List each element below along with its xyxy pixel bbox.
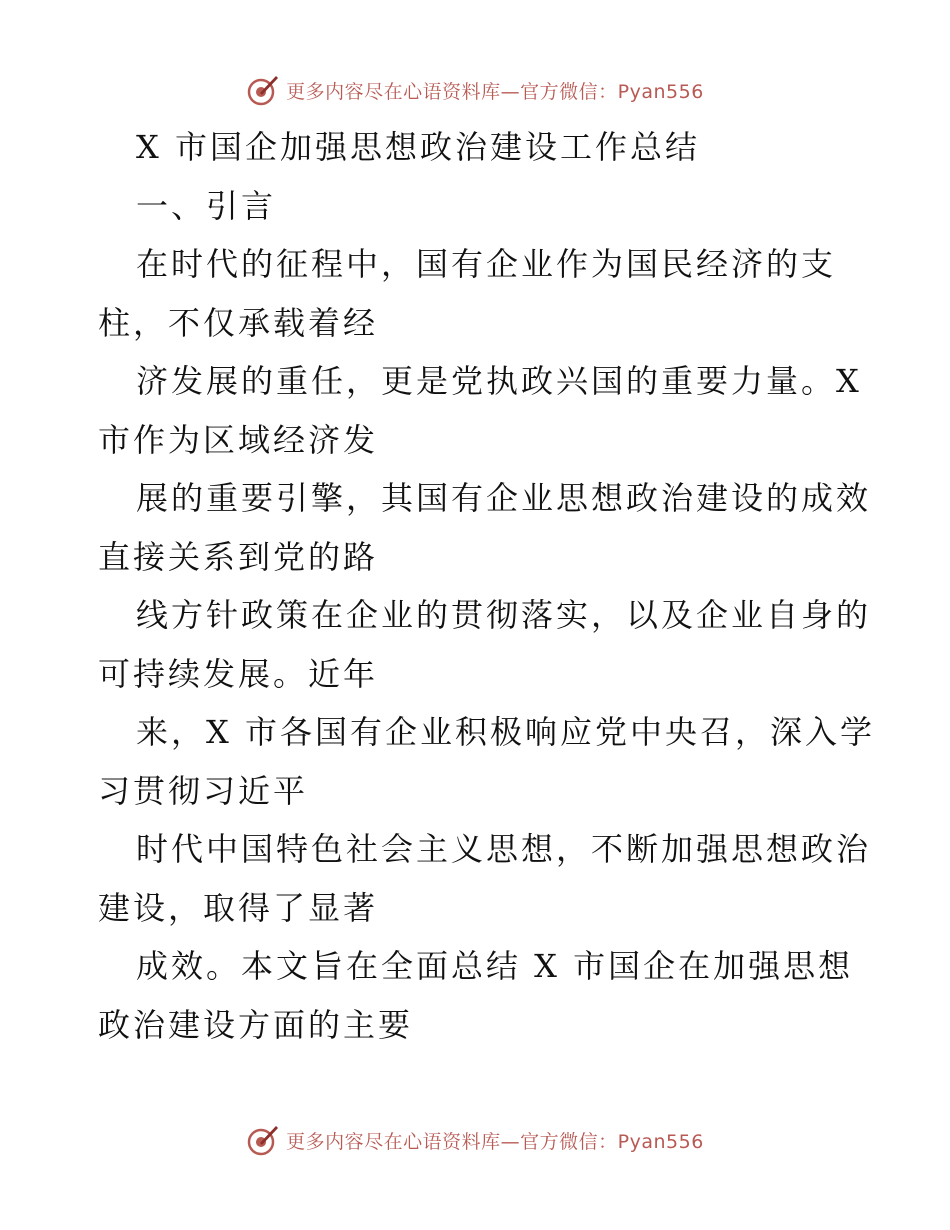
paragraph-line: 成效。本文旨在全面总结 X 市国企在加强思想 — [136, 947, 854, 985]
paragraph-line: 时代中国特色社会主义思想，不断加强思想政治 — [136, 830, 872, 868]
paragraph-line: 直接关系到党的路 — [98, 537, 379, 576]
paragraph-line: 线方针政策在企业的贯彻落实，以及企业自身的 — [136, 596, 872, 634]
watermark-text: 更多内容尽在心语资料库—官方微信：Pyan556 — [286, 80, 704, 103]
paragraph-line: 济发展的重任，更是党执政兴国的重要力量。X — [136, 362, 862, 400]
paragraph-line: 建设，取得了显著 — [98, 888, 379, 927]
paragraph-line: 市作为区域经济发 — [98, 420, 379, 459]
document-title: X 市国企加强思想政治建设工作总结 — [136, 128, 700, 166]
paragraph-line: 展的重要引擎，其国有企业思想政治建设的成效 — [136, 479, 872, 517]
paragraph-line: 习贯彻习近平 — [98, 771, 309, 810]
watermark-text: 更多内容尽在心语资料库—官方微信：Pyan556 — [286, 1130, 704, 1153]
quill-logo-icon — [246, 1123, 280, 1157]
document-body — [98, 118, 875, 1054]
paragraph-line: 柱，不仅承载着经 — [98, 303, 379, 342]
paragraph-line: 政治建设方面的主要 — [98, 1005, 414, 1044]
quill-logo-icon — [246, 73, 280, 107]
footer-watermark — [0, 1120, 950, 1160]
paragraph-line: 可持续发展。近年 — [98, 654, 379, 693]
paragraph-line: 在时代的征程中，国有企业作为国民经济的支 — [136, 245, 837, 283]
header-watermark — [0, 70, 950, 110]
paragraph-line: 来，X 市各国有企业积极响应党中央召，深入学 — [136, 713, 875, 751]
section-heading: 一、引言 — [136, 186, 277, 225]
